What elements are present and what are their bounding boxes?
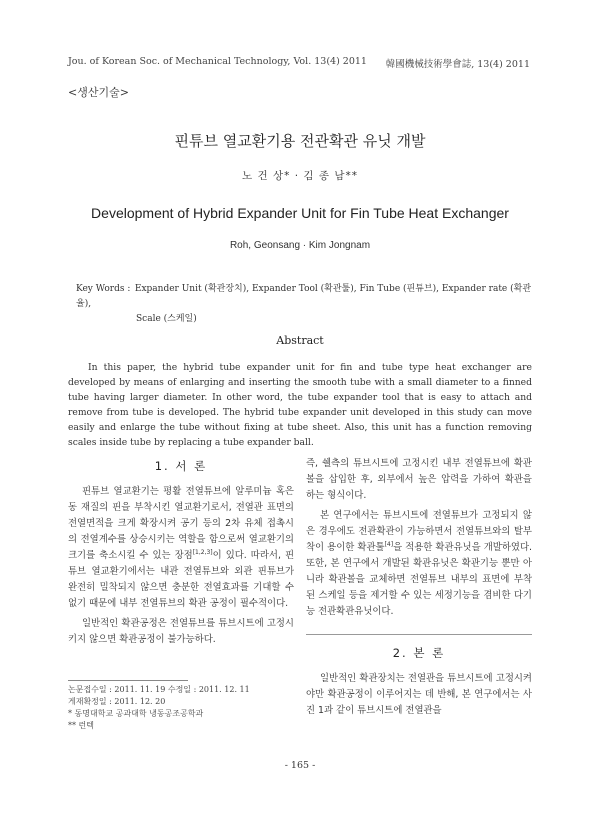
title-korean: 핀튜브 열교환기용 전관확관 유닛 개발 (174, 132, 426, 150)
intro-paragraph-4 (306, 508, 532, 620)
footnote-divider (68, 680, 188, 681)
intro-p1-text: 핀튜브 열교환기는 평활 전열튜브에 알루미늄 혹은 동 재질의 핀을 부착시킨 열교환기로서, 전열관 표면의 전열면적을 크게 확장시켜 공기 등의 2차 유체 접촉시의 전열계수를 상승시키는 역할을 함으로써 열교환기의 크기를 축소시킬 수 있는 장점 (68, 486, 294, 561)
intro-p4-text: 본 연구에서는 튜브시트에 전열튜브가 고정되지 않은 경우에도 전관확관이 가능하면서 전열튜브와의 탈부착이 용이한 확관툴 (306, 510, 532, 553)
section-heading-introduction: 1. 서 론 (154, 459, 208, 473)
title-english: Development of Hybrid Expander Unit for Fin Tube Heat Exchanger (91, 205, 509, 221)
section-heading-body: 2. 본 론 (392, 646, 446, 660)
keywords-text-1: Expander Unit (확관장치), Expander Tool (확관툴), Fin Tube (핀튜브), Expander rate (확관율), (76, 284, 532, 309)
footnote-author-2: ** 런텍 (68, 721, 94, 730)
section-divider (306, 634, 532, 635)
column-left (68, 456, 294, 652)
abstract-body: In this paper, the hybrid tube expander unit for fin and tube type heat exchanger are developed by means of enlarging and inserting the smooth tube with a small diameter to a finned tube having larger diameter. In other word, the tube expander tool that is easy to attach and remove from tube is developed. The hybrid tube expander unit developed in this study can move easily and enlarge the tube without fixing at tube sheet. Also, this unit has a function removing scales inside tube by replacing a tube expander ball. (68, 362, 532, 448)
intro-paragraph-2: 일반적인 확관공정은 전열튜브를 튜브시트에 고정시키지 않으면 확관공정이 불가능하다. (68, 618, 294, 645)
authors-korean: 노 건 상* · 김 종 남** (242, 170, 358, 182)
footnote-received: 논문접수일 : 2011. 11. 19 수정일 : 2011. 12. 11 (68, 685, 250, 694)
running-header-ko: 韓國機械技術學會誌, 13(4) 2011 (385, 59, 530, 70)
intro-paragraph-1 (68, 484, 294, 612)
footnote-author-1: * 동명대학교 공과대학 냉동공조공학과 (68, 709, 204, 718)
footnotes (68, 684, 294, 732)
keywords-text-2: Scale (스케일) (136, 314, 197, 324)
intro-p1-end: 이 있다. 따라서, 핀튜브 열교환기에서는 내관 전열튜브와 외관 핀튜브가 완전히 밀착되지 않으면 충분한 전열효과를 기대할 수 없기 때문에 내부 전열튜브의 확관 공정이 필수적이다. (68, 550, 294, 609)
intro-paragraph-3: 즉, 쉘측의 튜브시트에 고정시킨 내부 전열튜브에 확관볼을 삽입한 후, 외부에서 높은 압력을 가하여 확관을 하는 형식이다. (306, 458, 532, 501)
body-paragraph-1: 일반적인 확관장치는 전열관을 튜브시트에 고정시켜야만 확관공정이 이루어지는 데 반해, 본 연구에서는 사진 1과 같이 튜브시트에 전열관을 (306, 673, 532, 716)
intro-p4-end: 을 적용한 확관유닛을 개발하였다. 또한, 본 연구에서 개발된 확관유닛은 확관기능 뿐만 아니라 확관볼을 교체하면 전열튜브 내부의 표면에 부착된 스케일 등을 제거할 수 있는 세정기능을 겸비한 다기능 전관확관유닛이다. (306, 542, 532, 617)
keywords (76, 282, 536, 327)
keywords-line-1 (76, 282, 536, 312)
citation-ref: [1,2,3] (192, 548, 213, 556)
abstract-heading: Abstract (276, 334, 324, 347)
running-header-en: Jou. of Korean Soc. of Mechanical Technology, Vol. 13(4) 2011 (68, 56, 367, 67)
authors-english: Roh, Geonsang · Kim Jongnam (229, 240, 371, 251)
page-number: - 165 - (284, 760, 316, 771)
citation-ref-4: [4] (384, 540, 394, 548)
column-right (306, 456, 532, 723)
article-category: <생산기술> (68, 86, 129, 99)
footnote-accepted: 게재확정일 : 2011. 12. 20 (68, 697, 166, 706)
keywords-label: Key Words : (76, 284, 131, 294)
